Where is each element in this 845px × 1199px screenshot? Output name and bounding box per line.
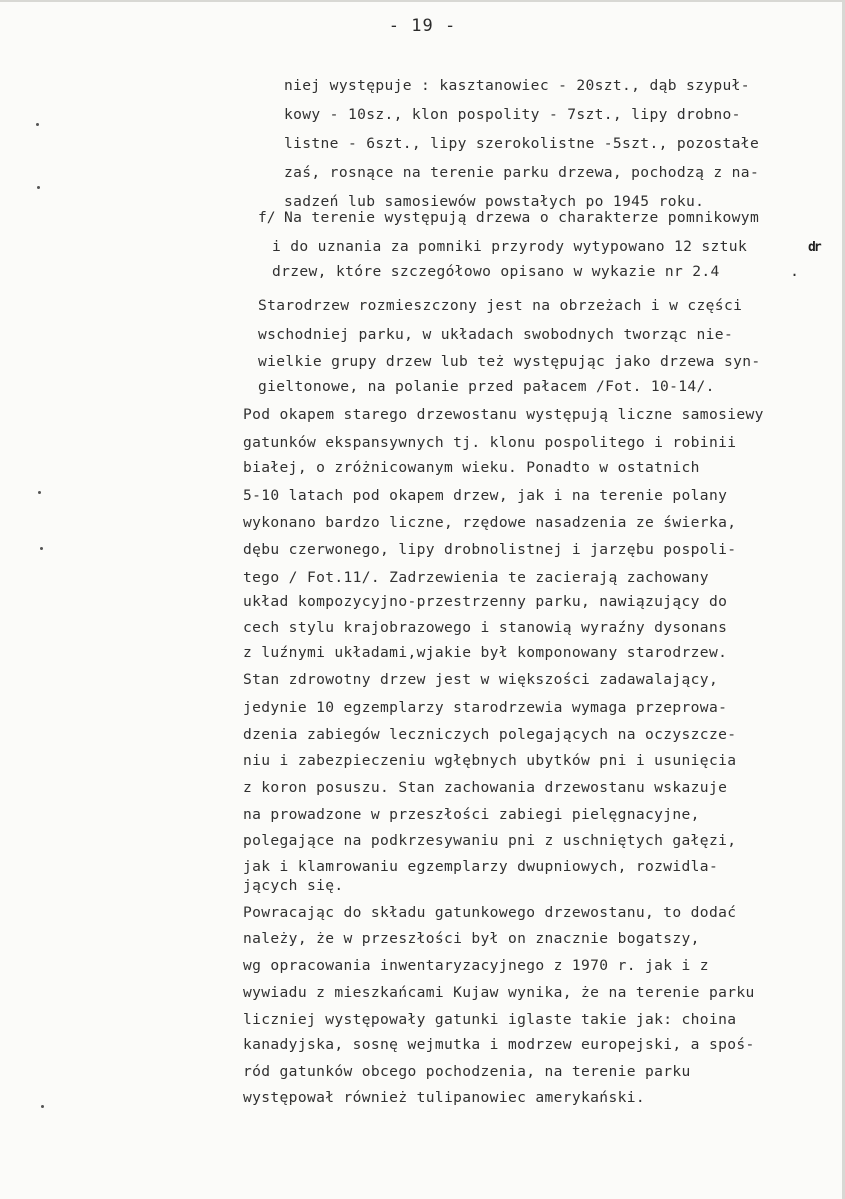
scan-speck bbox=[36, 123, 39, 126]
body-line: cech stylu krajobrazowego i stanowią wyraźny dysonans bbox=[243, 619, 728, 636]
body-line: jących się. bbox=[243, 877, 344, 894]
list-line: kowy - 10sz., klon pospolity - 7szt., lipy drobno- bbox=[284, 106, 741, 123]
body-line: ród gatunków obcego pochodzenia, na terenie parku bbox=[243, 1063, 691, 1080]
body-line: wykonano bardzo liczne, rzędowe nasadzenia ze świerka, bbox=[243, 514, 737, 531]
body-line: Powracając do składu gatunkowego drzewostanu, to dodać bbox=[243, 904, 737, 921]
body-line: białej, o zróżnicowanym wieku. Ponadto w ostatnich bbox=[243, 459, 700, 476]
body-line: liczniej występowały gatunki iglaste takie jak: choina bbox=[243, 1011, 737, 1028]
body-line: wg opracowania inwentaryzacyjnego z 1970 r. jak i z bbox=[243, 957, 709, 974]
list-item-line: i do uznania za pomniki przyrody wytypowano 12 sztuk bbox=[272, 238, 748, 255]
list-item-marker: f/ bbox=[258, 209, 276, 226]
body-line: tego / Fot.11/. Zadrzewienia te zacierają zachowany bbox=[243, 569, 709, 586]
body-line: Starodrzew rozmieszczony jest na obrzeżach i w części bbox=[258, 297, 743, 314]
page-number: - 19 - bbox=[388, 16, 457, 36]
body-line: gatunków ekspansywnych tj. klonu pospolitego i robinii bbox=[243, 434, 737, 451]
body-line: niu i zabezpieczeniu wgłębnych ubytków pni i usunięcia bbox=[243, 752, 737, 769]
body-line: polegające na podkrzesywaniu pni z uschniętych gałęzi, bbox=[243, 832, 737, 849]
scan-speck bbox=[41, 1105, 44, 1108]
body-line: dębu czerwonego, lipy drobnolistnej i jarzębu pospoli- bbox=[243, 541, 737, 558]
body-line: na prowadzone w przeszłości zabiegi pielęgnacyjne, bbox=[243, 806, 700, 823]
list-line: niej występuje : kasztanowiec - 20szt., dąb szypuł- bbox=[284, 77, 750, 94]
typed-over-mark: dr bbox=[808, 240, 820, 255]
body-line: jak i klamrowaniu egzemplarzy dwupniowych, rozwidla- bbox=[243, 858, 719, 875]
body-line: wywiadu z mieszkańcami Kujaw wynika, że na terenie parku bbox=[243, 984, 755, 1001]
list-item-line: Na terenie występują drzewa o charakterze pomnikowym bbox=[284, 209, 760, 226]
body-line: należy, że w przeszłości był on znacznie bogatszy, bbox=[243, 930, 700, 947]
body-line: wielkie grupy drzew lub też występując jako drzewa syn- bbox=[258, 353, 761, 370]
body-line: Pod okapem starego drzewostanu występują liczne samosiewy bbox=[243, 406, 764, 423]
body-line: gieltonowe, na polanie przed pałacem /Fot. 10-14/. bbox=[258, 378, 715, 395]
body-line: wschodniej parku, w układach swobodnych tworząc nie- bbox=[258, 326, 734, 343]
body-line: Stan zdrowotny drzew jest w większości zadawalający, bbox=[243, 671, 719, 688]
list-line: sadzeń lub samosiewów powstałych po 1945 roku. bbox=[284, 193, 705, 210]
scan-speck bbox=[38, 491, 41, 494]
list-line: listne - 6szt., lipy szerokolistne -5szt., pozostałe bbox=[284, 135, 760, 152]
body-line: dzenia zabiegów leczniczych polegających na oczyszcze- bbox=[243, 726, 737, 743]
scan-speck bbox=[40, 547, 43, 550]
body-line: kanadyjska, sosnę wejmutka i modrzew europejski, a spoś- bbox=[243, 1036, 755, 1053]
body-line: z luźnymi układami,wjakie był komponowany starodrzew. bbox=[243, 644, 728, 661]
body-line: układ kompozycyjno-przestrzenny parku, nawiązujący do bbox=[243, 593, 728, 610]
page-top-edge bbox=[0, 0, 845, 2]
body-line: jedynie 10 egzemplarzy starodrzewia wymaga przeprowa- bbox=[243, 699, 728, 716]
body-line: występował również tulipanowiec amerykański. bbox=[243, 1089, 645, 1106]
list-item-line: drzew, które szczegółowo opisano w wykazie nr 2.4 bbox=[272, 263, 720, 280]
scan-speck bbox=[37, 186, 40, 189]
end-dot: . bbox=[790, 262, 800, 280]
body-line: z koron posuszu. Stan zachowania drzewostanu wskazuje bbox=[243, 779, 728, 796]
list-line: zaś, rosnące na terenie parku drzewa, pochodzą z na- bbox=[284, 164, 760, 181]
body-line: 5-10 latach pod okapem drzew, jak i na terenie polany bbox=[243, 487, 728, 504]
